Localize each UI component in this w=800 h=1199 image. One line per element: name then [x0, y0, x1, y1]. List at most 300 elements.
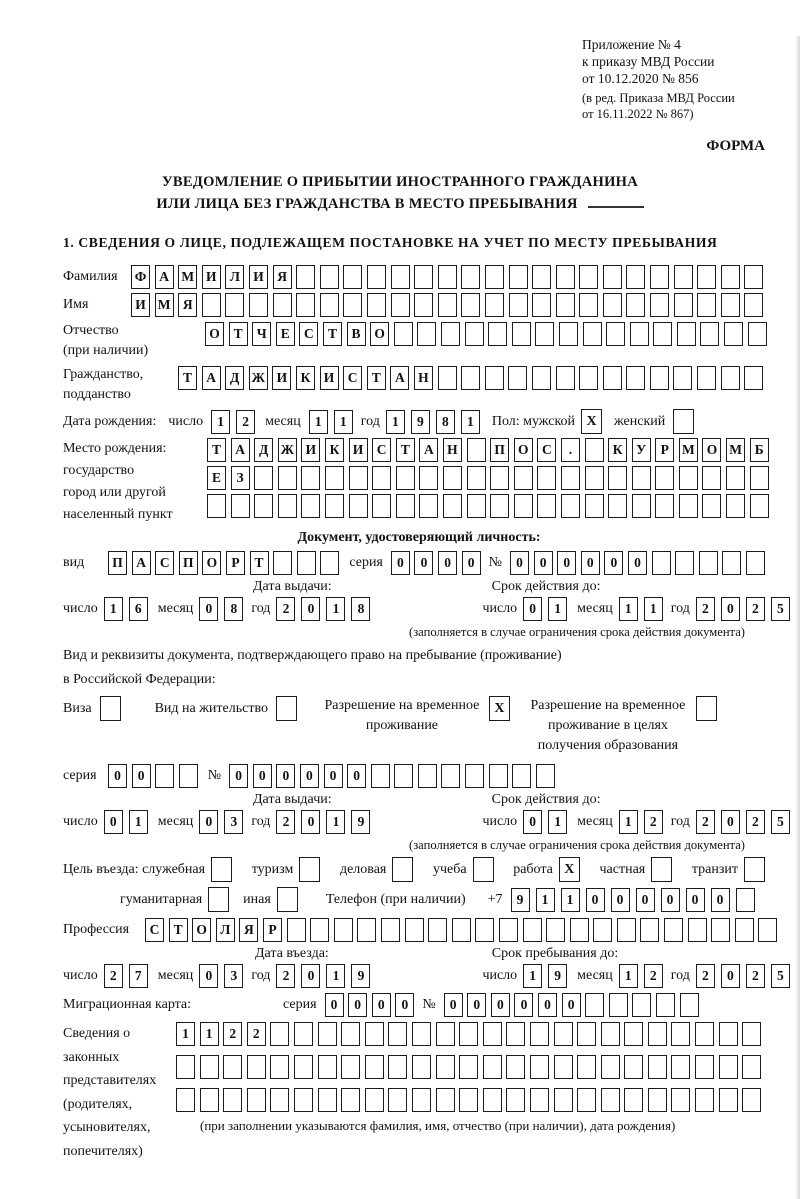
char-box[interactable] [412, 1088, 431, 1112]
char-box[interactable] [436, 1088, 455, 1112]
char-box[interactable]: 1 [200, 1022, 219, 1046]
char-box[interactable] [428, 918, 447, 942]
char-box[interactable] [418, 764, 437, 788]
char-box[interactable] [579, 265, 598, 289]
char-box[interactable]: 5 [771, 597, 790, 621]
char-box[interactable]: П [490, 438, 509, 462]
char-box[interactable] [506, 1055, 525, 1079]
char-box[interactable] [711, 918, 730, 942]
char-box[interactable] [294, 1022, 313, 1046]
char-box[interactable] [318, 1055, 337, 1079]
char-box[interactable]: С [343, 366, 362, 390]
char-box[interactable] [459, 1022, 478, 1046]
char-box[interactable]: 7 [129, 964, 148, 988]
char-box[interactable] [735, 918, 754, 942]
char-box[interactable]: Т [169, 918, 188, 942]
char-box[interactable] [394, 322, 413, 346]
char-box[interactable] [514, 466, 533, 490]
char-box[interactable]: 1 [548, 597, 567, 621]
char-box[interactable] [452, 918, 471, 942]
char-box[interactable] [648, 1088, 667, 1112]
char-box[interactable] [441, 322, 460, 346]
char-box[interactable]: 0 [438, 551, 457, 575]
char-box[interactable]: И [301, 438, 320, 462]
char-box[interactable]: Т [229, 322, 248, 346]
char-box[interactable]: Е [207, 466, 226, 490]
char-box[interactable] [537, 494, 556, 518]
char-box[interactable] [585, 993, 604, 1017]
char-box[interactable] [530, 1022, 549, 1046]
checkbox-private[interactable] [651, 857, 672, 882]
char-box[interactable] [247, 1055, 266, 1079]
char-box[interactable]: 1 [104, 597, 123, 621]
char-box[interactable] [443, 494, 462, 518]
char-box[interactable]: 1 [644, 597, 663, 621]
char-box[interactable] [318, 1088, 337, 1112]
char-box[interactable] [537, 466, 556, 490]
char-box[interactable] [381, 918, 400, 942]
char-box[interactable] [695, 1022, 714, 1046]
char-box[interactable] [371, 764, 390, 788]
char-box[interactable] [742, 1055, 761, 1079]
char-box[interactable]: Ж [249, 366, 268, 390]
char-box[interactable] [176, 1055, 195, 1079]
char-box[interactable]: 2 [236, 410, 255, 434]
char-box[interactable]: 2 [247, 1022, 266, 1046]
char-box[interactable] [514, 494, 533, 518]
checkbox-rvp[interactable]: X [489, 696, 510, 721]
char-box[interactable] [467, 466, 486, 490]
char-box[interactable]: С [372, 438, 391, 462]
char-box[interactable]: 0 [324, 764, 343, 788]
char-box[interactable] [388, 1022, 407, 1046]
char-box[interactable] [223, 1055, 242, 1079]
char-box[interactable]: 1 [386, 410, 405, 434]
char-box[interactable] [301, 466, 320, 490]
char-box[interactable]: 0 [300, 764, 319, 788]
char-box[interactable] [664, 918, 683, 942]
char-box[interactable] [270, 1022, 289, 1046]
char-box[interactable]: Т [250, 551, 269, 575]
char-box[interactable] [278, 494, 297, 518]
char-box[interactable] [640, 918, 659, 942]
char-box[interactable]: Ч [252, 322, 271, 346]
char-box[interactable]: С [155, 551, 174, 575]
char-box[interactable] [721, 293, 740, 317]
char-box[interactable]: 0 [444, 993, 463, 1017]
char-box[interactable] [325, 466, 344, 490]
char-box[interactable] [485, 366, 504, 390]
char-box[interactable] [546, 918, 565, 942]
char-box[interactable]: Т [207, 438, 226, 462]
char-box[interactable]: К [296, 366, 315, 390]
char-box[interactable] [467, 438, 486, 462]
char-box[interactable] [341, 1088, 360, 1112]
char-box[interactable]: З [231, 466, 250, 490]
char-box[interactable]: 0 [325, 993, 344, 1017]
char-box[interactable] [577, 1022, 596, 1046]
char-box[interactable] [310, 918, 329, 942]
char-box[interactable] [207, 494, 226, 518]
char-box[interactable] [748, 322, 767, 346]
char-box[interactable] [318, 1022, 337, 1046]
char-box[interactable] [436, 1055, 455, 1079]
char-box[interactable] [414, 265, 433, 289]
char-box[interactable] [561, 466, 580, 490]
char-box[interactable] [535, 322, 554, 346]
char-box[interactable]: А [419, 438, 438, 462]
char-box[interactable]: Н [443, 438, 462, 462]
char-box[interactable] [436, 1022, 455, 1046]
char-box[interactable]: 9 [351, 810, 370, 834]
checkbox-work[interactable]: X [559, 857, 580, 882]
char-box[interactable]: 0 [611, 888, 630, 912]
char-box[interactable] [483, 1022, 502, 1046]
char-box[interactable] [357, 918, 376, 942]
char-box[interactable] [585, 466, 604, 490]
checkbox-tourism[interactable] [299, 857, 320, 882]
char-box[interactable]: 0 [562, 993, 581, 1017]
char-box[interactable] [579, 293, 598, 317]
char-box[interactable]: 2 [746, 597, 765, 621]
char-box[interactable] [485, 293, 504, 317]
char-box[interactable]: 0 [229, 764, 248, 788]
char-box[interactable]: 0 [586, 888, 605, 912]
char-box[interactable]: 0 [199, 964, 218, 988]
char-box[interactable] [438, 265, 457, 289]
char-box[interactable]: 1 [326, 597, 345, 621]
char-box[interactable] [483, 1088, 502, 1112]
char-box[interactable] [632, 466, 651, 490]
char-box[interactable]: Ж [278, 438, 297, 462]
char-box[interactable]: 0 [462, 551, 481, 575]
char-box[interactable]: 0 [104, 810, 123, 834]
char-box[interactable] [530, 1088, 549, 1112]
char-box[interactable] [273, 551, 292, 575]
char-box[interactable] [624, 1022, 643, 1046]
char-box[interactable]: 0 [414, 551, 433, 575]
char-box[interactable]: П [108, 551, 127, 575]
char-box[interactable]: 0 [199, 810, 218, 834]
char-box[interactable] [671, 1055, 690, 1079]
char-box[interactable]: 0 [372, 993, 391, 1017]
char-box[interactable] [673, 366, 692, 390]
char-box[interactable] [396, 494, 415, 518]
char-box[interactable]: Т [178, 366, 197, 390]
char-box[interactable]: 0 [395, 993, 414, 1017]
char-box[interactable]: 1 [461, 410, 480, 434]
char-box[interactable] [719, 1055, 738, 1079]
char-box[interactable] [512, 764, 531, 788]
char-box[interactable]: М [679, 438, 698, 462]
char-box[interactable] [225, 293, 244, 317]
char-box[interactable] [254, 466, 273, 490]
char-box[interactable] [320, 293, 339, 317]
char-box[interactable]: К [608, 438, 627, 462]
char-box[interactable]: 2 [696, 964, 715, 988]
char-box[interactable]: М [155, 293, 174, 317]
char-box[interactable]: 0 [108, 764, 127, 788]
char-box[interactable] [626, 265, 645, 289]
char-box[interactable]: Р [226, 551, 245, 575]
char-box[interactable]: 1 [561, 888, 580, 912]
char-box[interactable] [697, 293, 716, 317]
char-box[interactable]: 1 [548, 810, 567, 834]
char-box[interactable] [721, 366, 740, 390]
char-box[interactable] [343, 265, 362, 289]
char-box[interactable] [320, 265, 339, 289]
char-box[interactable] [736, 888, 755, 912]
char-box[interactable]: 0 [721, 964, 740, 988]
char-box[interactable] [343, 293, 362, 317]
char-box[interactable] [508, 366, 527, 390]
char-box[interactable] [624, 1088, 643, 1112]
char-box[interactable]: Н [414, 366, 433, 390]
char-box[interactable] [744, 265, 763, 289]
char-box[interactable] [726, 466, 745, 490]
char-box[interactable] [490, 466, 509, 490]
char-box[interactable] [726, 494, 745, 518]
checkbox-study[interactable] [473, 857, 494, 882]
char-box[interactable] [593, 918, 612, 942]
char-box[interactable] [585, 438, 604, 462]
char-box[interactable]: 0 [557, 551, 576, 575]
char-box[interactable] [367, 265, 386, 289]
char-box[interactable] [603, 265, 622, 289]
char-box[interactable] [554, 1088, 573, 1112]
char-box[interactable]: А [202, 366, 221, 390]
char-box[interactable] [509, 293, 528, 317]
char-box[interactable] [296, 265, 315, 289]
checkbox-male[interactable]: X [581, 409, 602, 434]
char-box[interactable] [412, 1055, 431, 1079]
char-box[interactable] [601, 1088, 620, 1112]
char-box[interactable]: А [231, 438, 250, 462]
char-box[interactable] [396, 466, 415, 490]
char-box[interactable] [254, 494, 273, 518]
char-box[interactable] [624, 1055, 643, 1079]
char-box[interactable]: 1 [176, 1022, 195, 1046]
char-box[interactable] [202, 293, 221, 317]
char-box[interactable]: В [347, 322, 366, 346]
char-box[interactable]: О [192, 918, 211, 942]
char-box[interactable]: 0 [347, 764, 366, 788]
char-box[interactable]: 5 [771, 810, 790, 834]
char-box[interactable]: 0 [523, 597, 542, 621]
char-box[interactable]: К [325, 438, 344, 462]
char-box[interactable]: С [145, 918, 164, 942]
char-box[interactable] [349, 466, 368, 490]
char-box[interactable]: 0 [391, 551, 410, 575]
char-box[interactable] [465, 764, 484, 788]
char-box[interactable] [697, 265, 716, 289]
char-box[interactable] [577, 1088, 596, 1112]
char-box[interactable] [671, 1088, 690, 1112]
char-box[interactable]: 3 [224, 810, 243, 834]
char-box[interactable]: 0 [628, 551, 647, 575]
char-box[interactable] [488, 322, 507, 346]
char-box[interactable]: 0 [514, 993, 533, 1017]
char-box[interactable]: 1 [211, 410, 230, 434]
checkbox-business[interactable] [392, 857, 413, 882]
char-box[interactable]: 0 [132, 764, 151, 788]
char-box[interactable] [742, 1022, 761, 1046]
char-box[interactable] [391, 293, 410, 317]
char-box[interactable] [675, 551, 694, 575]
char-box[interactable] [680, 993, 699, 1017]
char-box[interactable] [556, 293, 575, 317]
char-box[interactable] [273, 293, 292, 317]
char-box[interactable]: 0 [301, 964, 320, 988]
char-box[interactable] [438, 366, 457, 390]
char-box[interactable] [414, 293, 433, 317]
char-box[interactable]: 1 [536, 888, 555, 912]
char-box[interactable] [674, 293, 693, 317]
char-box[interactable]: 0 [636, 888, 655, 912]
char-box[interactable]: И [320, 366, 339, 390]
char-box[interactable] [532, 293, 551, 317]
char-box[interactable] [601, 1055, 620, 1079]
char-box[interactable]: 6 [129, 597, 148, 621]
char-box[interactable] [650, 366, 669, 390]
char-box[interactable]: 0 [686, 888, 705, 912]
char-box[interactable]: И [249, 265, 268, 289]
char-box[interactable] [523, 918, 542, 942]
char-box[interactable] [606, 322, 625, 346]
char-box[interactable] [556, 366, 575, 390]
char-box[interactable]: У [632, 438, 651, 462]
char-box[interactable] [617, 918, 636, 942]
char-box[interactable]: Я [178, 293, 197, 317]
char-box[interactable]: 0 [199, 597, 218, 621]
char-box[interactable]: И [202, 265, 221, 289]
char-box[interactable]: 0 [604, 551, 623, 575]
char-box[interactable]: 0 [276, 764, 295, 788]
char-box[interactable] [391, 265, 410, 289]
char-box[interactable] [601, 1022, 620, 1046]
char-box[interactable] [561, 494, 580, 518]
char-box[interactable] [652, 551, 671, 575]
char-box[interactable]: П [179, 551, 198, 575]
char-box[interactable] [536, 764, 555, 788]
char-box[interactable] [577, 1055, 596, 1079]
char-box[interactable] [650, 265, 669, 289]
char-box[interactable] [499, 918, 518, 942]
char-box[interactable] [349, 494, 368, 518]
char-box[interactable]: 8 [351, 597, 370, 621]
char-box[interactable] [585, 494, 604, 518]
char-box[interactable]: Я [273, 265, 292, 289]
char-box[interactable]: 1 [326, 810, 345, 834]
char-box[interactable] [294, 1055, 313, 1079]
char-box[interactable]: 2 [104, 964, 123, 988]
char-box[interactable]: 0 [534, 551, 553, 575]
char-box[interactable] [688, 918, 707, 942]
char-box[interactable] [679, 494, 698, 518]
char-box[interactable]: Д [254, 438, 273, 462]
char-box[interactable]: 0 [538, 993, 557, 1017]
char-box[interactable] [489, 764, 508, 788]
char-box[interactable] [287, 918, 306, 942]
char-box[interactable] [674, 265, 693, 289]
char-box[interactable] [438, 293, 457, 317]
char-box[interactable] [608, 494, 627, 518]
char-box[interactable] [750, 466, 769, 490]
char-box[interactable] [365, 1022, 384, 1046]
char-box[interactable] [506, 1022, 525, 1046]
char-box[interactable] [200, 1088, 219, 1112]
char-box[interactable] [702, 494, 721, 518]
char-box[interactable]: Л [225, 265, 244, 289]
char-box[interactable] [724, 322, 743, 346]
char-box[interactable] [155, 764, 174, 788]
char-box[interactable]: М [726, 438, 745, 462]
char-box[interactable] [559, 322, 578, 346]
char-box[interactable] [223, 1088, 242, 1112]
char-box[interactable]: О [205, 322, 224, 346]
char-box[interactable] [365, 1088, 384, 1112]
char-box[interactable] [554, 1022, 573, 1046]
char-box[interactable]: 5 [771, 964, 790, 988]
char-box[interactable] [483, 1055, 502, 1079]
char-box[interactable] [579, 366, 598, 390]
char-box[interactable] [721, 265, 740, 289]
checkbox-female[interactable] [673, 409, 694, 434]
char-box[interactable] [603, 366, 622, 390]
char-box[interactable]: О [702, 438, 721, 462]
char-box[interactable] [702, 466, 721, 490]
char-box[interactable] [405, 918, 424, 942]
char-box[interactable]: 0 [721, 810, 740, 834]
char-box[interactable]: 0 [523, 810, 542, 834]
char-box[interactable] [626, 293, 645, 317]
char-box[interactable]: 2 [223, 1022, 242, 1046]
char-box[interactable] [301, 494, 320, 518]
checkbox-transit[interactable] [744, 857, 765, 882]
char-box[interactable] [722, 551, 741, 575]
char-box[interactable]: Р [263, 918, 282, 942]
char-box[interactable] [270, 1088, 289, 1112]
char-box[interactable] [632, 494, 651, 518]
checkbox-visa[interactable] [100, 696, 121, 721]
char-box[interactable]: 1 [309, 410, 328, 434]
char-box[interactable]: 2 [276, 964, 295, 988]
char-box[interactable]: И [131, 293, 150, 317]
char-box[interactable] [388, 1088, 407, 1112]
char-box[interactable] [441, 764, 460, 788]
char-box[interactable] [388, 1055, 407, 1079]
char-box[interactable]: 9 [548, 964, 567, 988]
char-box[interactable]: С [537, 438, 556, 462]
char-box[interactable]: 3 [224, 964, 243, 988]
char-box[interactable] [294, 1088, 313, 1112]
char-box[interactable] [556, 265, 575, 289]
char-box[interactable]: 0 [581, 551, 600, 575]
char-box[interactable] [341, 1055, 360, 1079]
checkbox-official[interactable] [211, 857, 232, 882]
char-box[interactable]: 2 [644, 810, 663, 834]
char-box[interactable] [679, 466, 698, 490]
char-box[interactable] [372, 494, 391, 518]
char-box[interactable]: И [349, 438, 368, 462]
char-box[interactable] [719, 1088, 738, 1112]
char-box[interactable] [297, 551, 316, 575]
char-box[interactable] [554, 1055, 573, 1079]
char-box[interactable]: 1 [334, 410, 353, 434]
char-box[interactable] [532, 366, 551, 390]
char-box[interactable] [475, 918, 494, 942]
char-box[interactable] [653, 322, 672, 346]
